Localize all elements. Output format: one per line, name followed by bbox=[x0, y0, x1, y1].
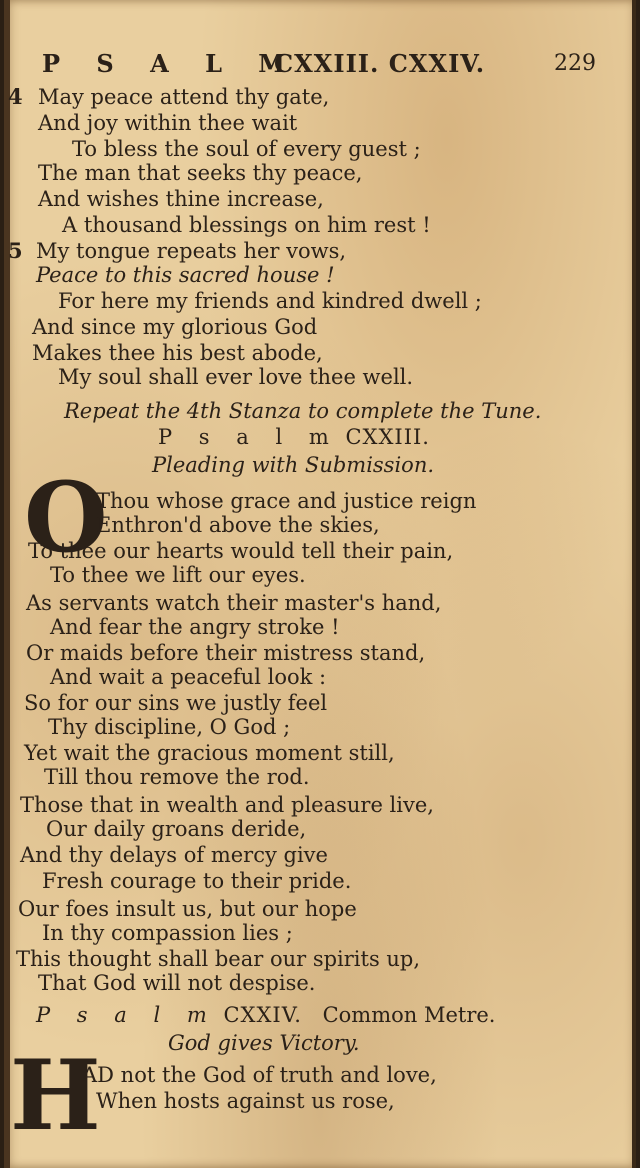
verse-line: And fear the angry stroke ! bbox=[50, 615, 340, 639]
verse-line: Thy discipline, O God ; bbox=[48, 715, 291, 739]
header-psalm-numbers: CXXIII. CXXIV. bbox=[274, 49, 486, 78]
verse-line: And since my glorious God bbox=[32, 315, 318, 339]
psalm-123-heading bbox=[158, 424, 430, 450]
page-number: 229 bbox=[554, 51, 596, 76]
verse-line: To thee our hearts would tell their pain, bbox=[28, 539, 454, 563]
verse-line: As servants watch their master's hand, bbox=[26, 591, 442, 615]
verse-line: Peace to this sacred house ! bbox=[36, 263, 335, 287]
verse-line: Makes thee his best abode, bbox=[32, 341, 323, 365]
running-header bbox=[42, 46, 596, 82]
header-psalm-word: P S A L M bbox=[42, 49, 299, 78]
repeat-note: Repeat the 4th Stanza to complete the Tune. bbox=[64, 399, 542, 423]
psalm-number: CXXIII. bbox=[345, 425, 430, 449]
verse-line: This thought shall bear our spirits up, bbox=[16, 947, 421, 971]
psalm-word: P s a l m bbox=[36, 1003, 217, 1027]
stanza-number: 4 bbox=[8, 84, 23, 109]
psalm-metre: Common Metre. bbox=[322, 1003, 496, 1027]
verse-line: Those that in wealth and pleasure live, bbox=[20, 793, 434, 817]
page-edge bbox=[632, 0, 636, 1168]
verse-line: And wishes thine increase, bbox=[38, 187, 324, 211]
verse-line: When hosts against us rose, bbox=[96, 1089, 395, 1113]
verse-line: For here my friends and kindred dwell ; bbox=[58, 289, 482, 313]
verse-line: A thousand blessings on him rest ! bbox=[62, 213, 431, 237]
verse-line: My soul shall ever love thee well. bbox=[58, 365, 414, 389]
psalm-word: P s a l m bbox=[158, 425, 339, 449]
verse-line: Enthron'd above the skies, bbox=[96, 513, 380, 537]
verse-line: Our foes insult us, but our hope bbox=[18, 897, 357, 921]
verse-line: To thee we lift our eyes. bbox=[50, 563, 306, 587]
verse-line: So for our sins we justly feel bbox=[24, 691, 328, 715]
page-gutter bbox=[4, 0, 10, 1168]
verse-line: AD not the God of truth and love, bbox=[82, 1063, 437, 1087]
stanza-number: 5 bbox=[8, 238, 23, 263]
verse-line: In thy compassion lies ; bbox=[42, 921, 293, 945]
verse-line: Till thou remove the rod. bbox=[44, 765, 310, 789]
verse-line: And joy within thee wait bbox=[38, 111, 298, 135]
psalm-124-subtitle: God gives Victory. bbox=[168, 1031, 360, 1055]
psalm-123-subtitle: Pleading with Submission. bbox=[152, 453, 435, 477]
psalm-124-heading bbox=[36, 1002, 495, 1028]
verse-line: My tongue repeats her vows, bbox=[36, 239, 347, 263]
verse-line: Or maids before their mistress stand, bbox=[26, 641, 426, 665]
verse-line: That God will not despise. bbox=[38, 971, 316, 995]
verse-line: May peace attend thy gate, bbox=[38, 85, 330, 109]
drop-cap-o: O bbox=[24, 461, 108, 574]
verse-line: To bless the soul of every guest ; bbox=[72, 137, 421, 161]
verse-line: Our daily groans deride, bbox=[46, 817, 307, 841]
drop-cap-h: H bbox=[10, 1039, 101, 1152]
book-page bbox=[4, 0, 636, 1168]
verse-line: Fresh courage to their pride. bbox=[42, 869, 352, 893]
verse-line: And thy delays of mercy give bbox=[20, 843, 328, 867]
psalm-number: CXXIV. bbox=[223, 1003, 302, 1027]
verse-line: And wait a peaceful look : bbox=[50, 665, 327, 689]
verse-line: Thou whose grace and justice reign bbox=[96, 489, 477, 513]
verse-line: The man that seeks thy peace, bbox=[38, 161, 363, 185]
verse-line: Yet wait the gracious moment still, bbox=[24, 741, 395, 765]
